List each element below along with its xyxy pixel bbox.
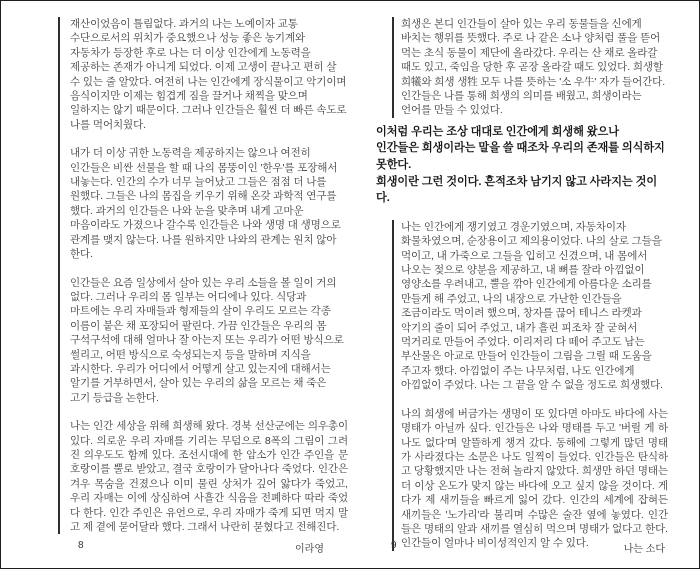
paragraph: 내가 더 이상 귀한 노동력을 제공하지는 않으나 여전히 인간들은 비싼 선물을 할 때 나의 몸뚱이인 '한우'를 포장해서 내놓는다. 인간의 수가 너무 늘어났고 그들은 점점 더 나를 원했다. 그들은 나의 몸집을 키우기 위해 온갖 과학적 연구를 했다. 과거의 인간들은 나와 눈을 맞추며 내게 고마운 마음이라도 가졌으나 갈수록 인간들은 나와 생명 대 생명으로 관계를 맺지 않는다. 나를 원하지만 나와의 관계는 원치 않아 한다. — [70, 147, 341, 261]
emphasis-line: 희생이란 그런 것이다. 흔적조차 남기지 않고 사라지는 것이다. — [376, 175, 658, 205]
paragraph: 나의 희생에 버금가는 생명이 또 있다면 아마도 바다에 사는 명태가 아닐까 싶다. 인간들은 나와 명태를 두고 '버릴 게 하나도 없다'며 알뜰하게 챙겨 갔다. 동해에 그렇게 많던 명태가 사라졌다는 소문은 나도 일찍이 들었다. 인간들은 탄식하고 당황했지만 나는 전혀 놀라지 않았다. 희생만 하던 명태는 더 이상 온도가 맞지 않는 바다에 오고 싶지 않을 것이다. 게다가 제 새끼들을 빠르게 잃어 갔다. 인간의 세계에 잡혀든 새끼들은 '노가리'라 불리며 수많은 술잔 옆에 놓였다. 인간들은 명태의 알과 새끼를 열심히 먹으며 명태가 없다고 한다. 인간들이 얼마나 비이성적인지 알 수 있다. — [401, 407, 668, 550]
left-page-quote-block — [58, 17, 348, 534]
paragraph: 재산이었음이 틀림없다. 과거의 나는 노예이자 교통 수단으로서의 위치가 중요했으나 성능 좋은 농기계와 자동차가 등장한 후로 나는 더 이상 인간에게 노동력을 제공하는 존재가 아니게 되었다. 이제 고생이 끝나고 편히 살 수 있는 줄 알았다. 여전히 나는 인간에게 장식물이고 악기이며 음식이지만 이제는 힘겹게 짐을 끌거나 채찍을 맞으며 일하지는 않기 때문이다. 그러나 인간들은 훨씬 더 빠른 속도로 나를 먹어치웠다. — [70, 18, 347, 131]
emphasis-line: 이처럼 우리는 조상 대대로 인간에게 희생해 왔으나 — [376, 125, 619, 138]
left-page-number: 8 — [78, 540, 84, 551]
paragraph: 희생은 본디 인간들이 살아 있는 우리 동물들을 신에게 바치는 행위를 뜻했다. 주로 나 같은 소나 양처럼 풀을 뜯어 먹는 초식 동물이 제단에 올라갔다. 우리는 산 채로 올라갈 때도 있고, 죽임을 당한 후 곧장 올라갈 때도 있었다. 희생할 희犧와 희생 생牲 모두 나를 뜻하는 '소 우牛' 자가 들어간다. 인간들은 나를 통해 희생의 의미를 배웠고, 희생이라는 언어를 만들 수 있었다. — [401, 18, 666, 117]
right-page-number: 9 — [391, 540, 397, 551]
left-running-footer-author: 이라영 — [295, 544, 324, 555]
emphasis-passage — [376, 124, 668, 207]
emphasis-line: 인간들은 희생이라는 말을 쓸 때조차 우리의 존재를 의식하지 못한다. — [376, 142, 665, 172]
paragraph: 나는 인간 세상을 위해 희생해 왔다. 경북 선산군에는 의우총이 있다. 의로운 우리 자매를 기리는 무덤으로 8폭의 그림이 그려진 의우도도 함께 있다. 조선시대에 한 암소가 인간 주인을 문 호랑이를 뿔로 받았고, 결국 호랑이가 달아나다 죽었다. 인간은 겨우 목숨을 건졌으나 이미 물린 상처가 깊어 앓다가 죽었고, 우리 자매는 이에 상심하여 사흘간 식음을 전폐하다 따라 죽었다 한다. 인간 주인은 유언으로, 우리 자매가 죽게 되면 먹지 말고 제 곁에 묻어달라 했다. 그래서 나란히 묻혔다고 전해진다. — [70, 420, 348, 533]
right-running-footer-title: 나는 소다 — [623, 544, 665, 555]
right-page-quote-block-2 — [392, 220, 668, 551]
paragraph: 나는 인간에게 쟁기였고 경운기였으며, 자동차이자 화물차였으며, 순장용이고 제의용이었다. 나의 살로 그들을 먹이고, 내 가죽으로 그들을 입히고 신겼으며, 내 몸에서 나오는 젖으로 양분을 제공하고, 내 뼈를 잘라 아낌없이 영양소를 우려내고, 뿔을 깎아 인간에게 아름다운 소리를 만들게 해 주었고, 나의 내장으로 가난한 인간들을 조금이라도 먹이려 했으며, 창자를 끊어 테니스 라켓과 악기의 줄이 되어 주었고, 내가 흘린 피조차 잘 굳혀서 먹거리로 만들어 주었다. 이리저리 다 떼어 주고도 남는 부산물은 아교로 만들어 인간들이 그림을 그릴 때 도움을 주고자 했다. 아낌없이 주는 나무처럼, 나도 인간에게 아낌없이 주었다. 나는 그 끝을 알 수 없을 정도로 희생했다. — [401, 220, 663, 392]
paragraph: 인간들은 요즘 일상에서 살아 있는 우리 소들을 볼 일이 거의 없다. 그러나 우리의 몸 일부는 어디에나 있다. 식당과 마트에는 우리 자매들과 형제들의 살이 우리도 모르는 각종 이름이 붙은 채 포장되어 팔린다. 가끔 인간들은 우리의 몸 구석구석에 대해 얼마나 잘 아는지 또는 우리가 어떤 방식으로 썰리고, 어떤 방식으로 숙성되는지 등을 말하며 지식을 과시한다. 우리가 어디에서 어떻게 살고 있는지에 대해서는 알기를 거부하면서, 살아 있는 우리의 삶을 모르는 채 죽은 고기 등급을 논한다. — [70, 276, 344, 404]
right-page-quote-block-1 — [392, 17, 668, 118]
